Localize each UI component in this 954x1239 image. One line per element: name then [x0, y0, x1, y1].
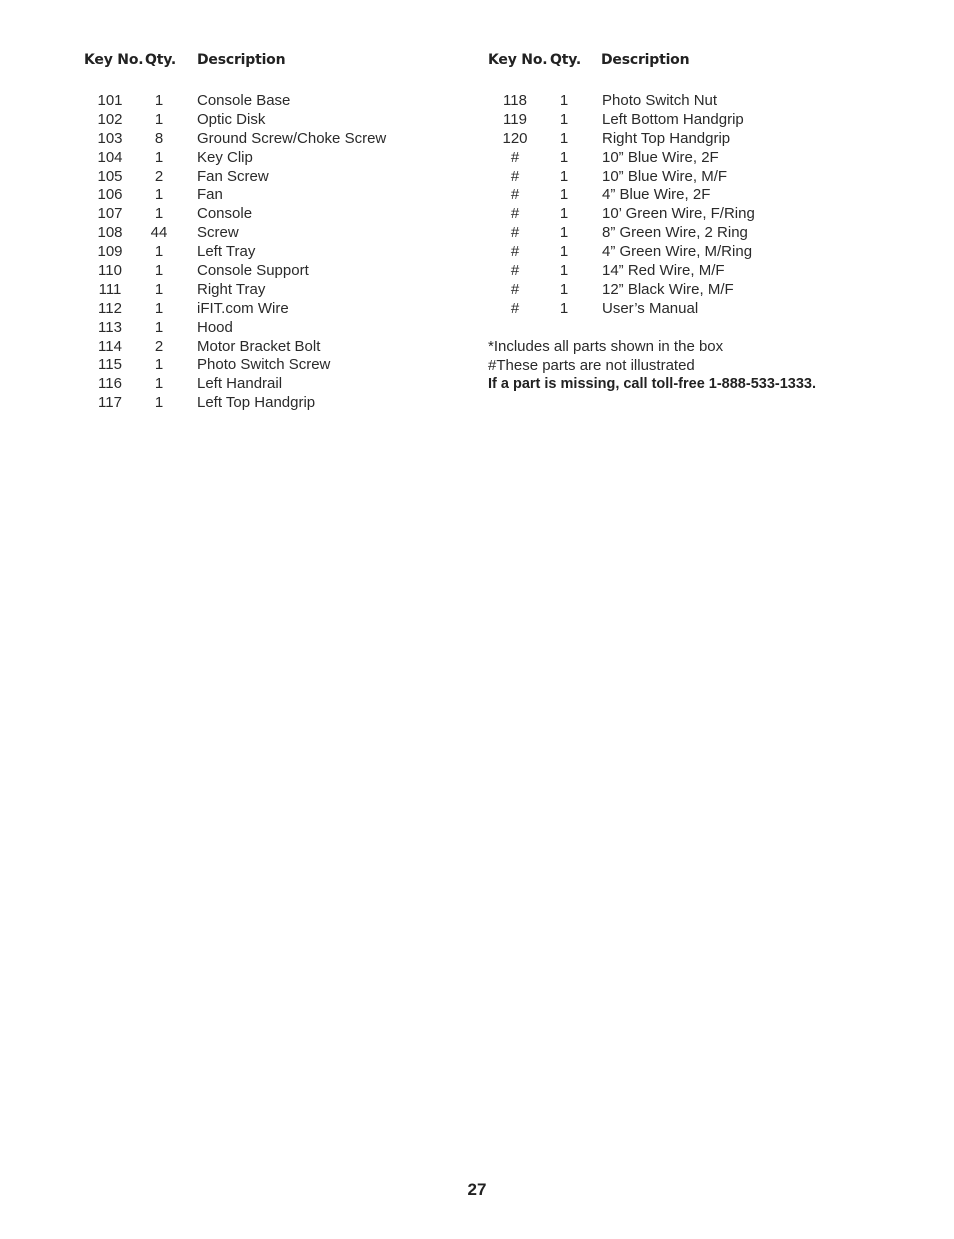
qty-cell: 1 — [559, 205, 569, 223]
page-number: 27 — [467, 1180, 487, 1199]
key-no-cell: 111 — [98, 280, 122, 298]
description-cell: Key Clip — [197, 148, 253, 166]
description-cell: Fan Screw — [197, 167, 269, 185]
qty-cell: 1 — [559, 243, 569, 261]
qty-cell: 1 — [154, 148, 164, 166]
qty-cell: 1 — [154, 318, 164, 336]
qty-cell: 1 — [154, 299, 164, 317]
qty-cell: 1 — [154, 262, 164, 280]
key-no-cell: # — [510, 205, 520, 223]
key-no-cell: 108 — [97, 224, 123, 242]
key-no-cell: 112 — [98, 299, 122, 317]
qty-cell: 1 — [154, 394, 164, 412]
key-no-cell: 107 — [97, 205, 123, 223]
qty-cell: 1 — [154, 205, 164, 223]
description-cell: Photo Switch Nut — [602, 92, 718, 109]
key-no-cell: 119 — [503, 110, 527, 128]
qty-cell: 1 — [154, 375, 164, 393]
key-no-cell: 115 — [98, 356, 122, 374]
qty-cell: 1 — [559, 129, 569, 147]
description-cell: Motor Bracket Bolt — [197, 337, 321, 355]
description-cell: Fan — [197, 186, 223, 204]
table-header — [84, 52, 464, 72]
description-cell: 8” Green Wire, 2 Ring — [602, 224, 748, 242]
key-no-cell: # — [510, 167, 520, 185]
key-no-cell: 101 — [97, 92, 123, 109]
qty-cell: 1 — [154, 280, 164, 298]
key-no-cell: 110 — [98, 262, 122, 280]
header-description: Description — [601, 52, 690, 68]
key-no-cell: 114 — [98, 337, 122, 355]
qty-cell: 1 — [559, 186, 569, 204]
qty-cell: 1 — [154, 356, 164, 374]
header-key-no: Key No. — [84, 52, 144, 68]
description-cell: 4” Green Wire, M/Ring — [602, 243, 753, 261]
key-no-cell: # — [510, 299, 520, 317]
description-cell: iFIT.com Wire — [197, 299, 289, 317]
key-no-cell: 116 — [98, 375, 122, 393]
key-no-cell: 106 — [97, 186, 123, 204]
description-cell: User’s Manual — [602, 299, 699, 317]
key-no-cell: 109 — [97, 243, 123, 261]
notes — [488, 337, 816, 394]
qty-cell: 1 — [559, 262, 569, 280]
description-cell: Left Handrail — [197, 375, 283, 393]
description-cell: Right Tray — [197, 280, 266, 298]
description-cell: Hood — [197, 318, 233, 336]
header-key-no: Key No. — [488, 52, 548, 68]
key-no-cell: 102 — [97, 110, 123, 128]
qty-cell: 1 — [154, 92, 164, 109]
key-no-cell: 118 — [503, 92, 527, 109]
note-not-illustrated: #These parts are not illustrated — [488, 357, 695, 374]
description-cell: 10” Blue Wire, M/F — [602, 167, 728, 185]
description-cell: Right Top Handgrip — [602, 129, 731, 147]
key-no-cell: # — [510, 243, 520, 261]
description-cell: Left Tray — [197, 243, 256, 261]
header-qty: Qty. — [145, 52, 176, 68]
description-cell: 10” Blue Wire, 2F — [602, 148, 719, 166]
qty-cell: 1 — [559, 148, 569, 166]
qty-cell: 1 — [154, 110, 164, 128]
qty-cell: 2 — [154, 167, 164, 185]
qty-cell: 1 — [559, 224, 569, 242]
description-cell: 14” Red Wire, M/F — [602, 262, 725, 280]
description-cell: Console Support — [197, 262, 309, 280]
description-cell: Optic Disk — [197, 110, 266, 128]
header-description: Description — [197, 52, 286, 68]
key-no-cell: # — [510, 224, 520, 242]
header-qty: Qty. — [550, 52, 581, 68]
key-no-cell: 120 — [502, 129, 528, 147]
key-no-cell: 105 — [97, 167, 123, 185]
description-cell: Console Base — [197, 92, 291, 109]
qty-cell: 44 — [150, 224, 168, 242]
qty-cell: 1 — [559, 280, 569, 298]
qty-cell: 2 — [154, 337, 164, 355]
qty-cell: 1 — [559, 299, 569, 317]
key-no-cell: # — [510, 186, 520, 204]
description-cell: Ground Screw/Choke Screw — [197, 129, 387, 147]
qty-cell: 8 — [154, 129, 164, 147]
qty-cell: 1 — [559, 92, 569, 109]
description-cell: Photo Switch Screw — [197, 356, 331, 374]
description-cell: Console — [197, 205, 253, 223]
qty-cell: 1 — [559, 167, 569, 185]
description-cell: 10’ Green Wire, F/Ring — [602, 205, 755, 223]
key-no-cell: 117 — [98, 394, 122, 412]
qty-cell: 1 — [154, 186, 164, 204]
key-no-cell: 104 — [97, 148, 123, 166]
note-missing-part: If a part is missing, call toll-free 1-888-533-1333. — [488, 376, 817, 392]
key-no-cell: # — [510, 148, 520, 166]
description-cell: 4” Blue Wire, 2F — [602, 186, 711, 204]
description-cell: Left Bottom Handgrip — [602, 110, 744, 128]
description-cell: Screw — [197, 224, 239, 242]
key-no-cell: # — [510, 262, 520, 280]
key-no-cell: # — [510, 280, 520, 298]
qty-cell: 1 — [154, 243, 164, 261]
qty-cell: 1 — [559, 110, 569, 128]
table-header — [488, 52, 928, 72]
key-no-cell: 113 — [98, 318, 122, 336]
description-cell: 12” Black Wire, M/F — [602, 280, 734, 298]
note-includes: *Includes all parts shown in the box — [488, 338, 724, 355]
key-no-cell: 103 — [97, 129, 123, 147]
description-cell: Left Top Handgrip — [197, 394, 316, 412]
